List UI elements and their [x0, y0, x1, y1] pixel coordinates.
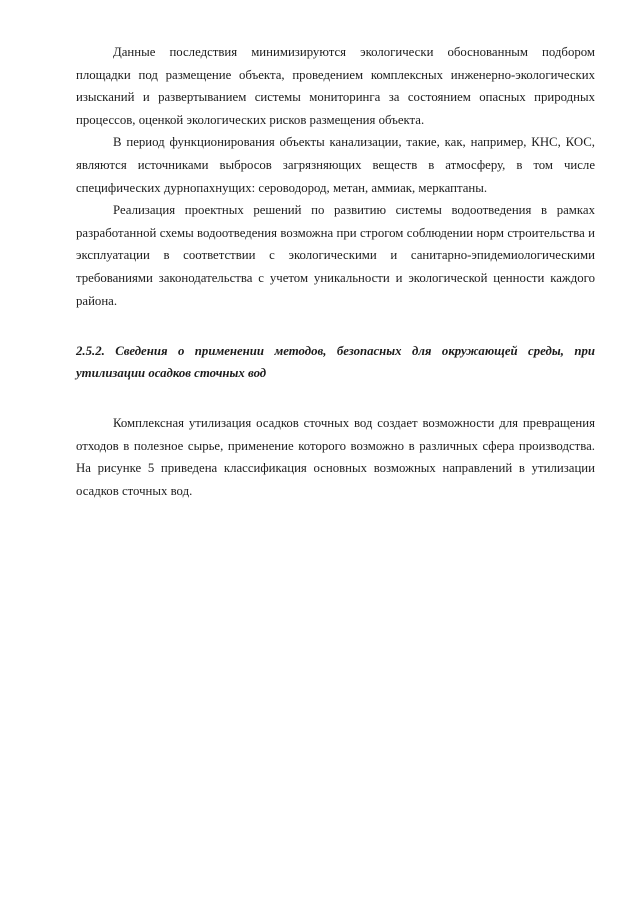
paragraph-consequences-mitigation: Данные последствия минимизируются экологически обоснованным подбором площадки под размещение объекта, проведением комплексных инженерно-экологических изысканий и развертыванием системы мониторинга за состоянием опасных природных процессов, оценкой экологических рисков размещения объекта.: [76, 45, 595, 127]
section-heading: 2.5.2. Сведения о применении методов, безопасных для окружающей среды, при утилизации осадков сточных вод: [76, 344, 595, 381]
paragraph-sewer-emissions: В период функционирования объекты канализации, такие, как, например, КНС, КОС, являются источниками выбросов загрязняющих веществ в атмосферу, в том числе специфических дурнопахнущих: сероводород, метан, аммиак, меркаптаны.: [76, 135, 595, 195]
paragraph-sludge-utilization: Комплексная утилизация осадков сточных вод создает возможности для превращения отходов в полезное сырье, применение которого возможно в различных сфера производства. На рисунке 5 приведена классификация основных возможных направлений в утилизации осадков сточных вод.: [76, 416, 595, 498]
paragraph-project-implementation: Реализация проектных решений по развитию системы водоотведения в рамках разработанной схемы водоотведения возможна при строгом соблюдении норм строительства и эксплуатации в соответствии с экологическими и санитарно-эпидемиологическими требованиями законодательства с учетом уникальности и экологической ценности каждого района.: [76, 203, 595, 308]
document-body: [76, 41, 595, 503]
